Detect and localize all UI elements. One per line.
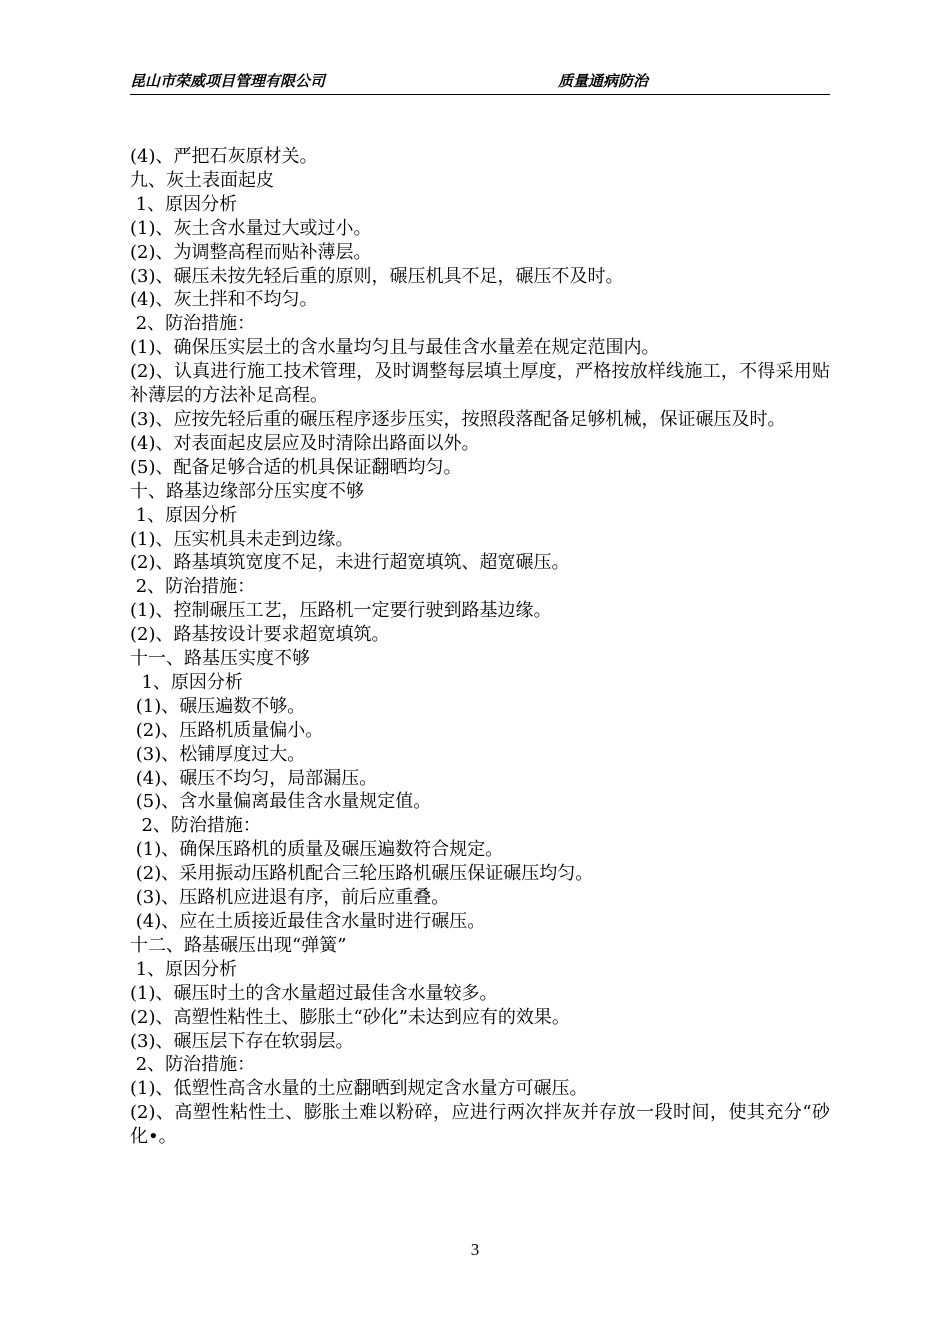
header-title: 质量通病防治: [558, 72, 649, 90]
subsection-heading: 2、防治措施：: [130, 576, 256, 598]
section-heading: 十二、路基碾压出现“弹簧”: [130, 934, 347, 956]
subsection-heading: 1、原因分析: [130, 193, 238, 215]
text-line: (1)、压实机具未走到边缘。: [130, 528, 354, 550]
text-line: (4)、碾压不均匀，局部漏压。: [130, 767, 378, 789]
text-line: (1)、碾压遍数不够。: [130, 695, 306, 717]
document-body: [130, 145, 830, 1149]
text-line: (2)、高塑性粘性土、膨胀土“砂化”未达到应有的效果。: [130, 1006, 570, 1028]
text-line: (3)、松铺厚度过大。: [130, 743, 306, 765]
text-line: (5)、含水量偏离最佳含水量规定值。: [130, 791, 432, 813]
text-line: (3)、碾压层下存在软弱层。: [130, 1030, 354, 1052]
text-line: (2)、为调整高程而贴补薄层。: [130, 241, 372, 263]
text-line: (1)、确保压实层土的含水量均匀且与最佳含水量差在规定范围内。: [130, 337, 660, 359]
text-paragraph: (2)、高塑性粘性土、膨胀土难以粉碎，应进行两次拌灰并存放一段时间，使其充分“砂化•。: [130, 1102, 830, 1148]
text-line: (3)、压路机应进退有序，前后应重叠。: [130, 887, 450, 909]
section-heading: 十、路基边缘部分压实度不够: [130, 480, 364, 502]
text-line: (4)、对表面起皮层应及时清除出路面以外。: [130, 432, 480, 454]
text-line: (1)、碾压时土的含水量超过最佳含水量较多。: [130, 982, 498, 1004]
text-line: (2)、路基填筑宽度不足，未进行超宽填筑、超宽碾压。: [130, 552, 570, 574]
text-line: (1)、灰土含水量过大或过小。: [130, 217, 372, 239]
text-line: (3)、碾压未按先轻后重的原则，碾压机具不足，碾压不及时。: [130, 265, 624, 287]
text-line: (4)、应在土质接近最佳含水量时进行碾压。: [130, 911, 486, 932]
text-line: (1)、控制碾压工艺，压路机一定要行驶到路基边缘。: [130, 600, 552, 622]
section-heading: 九、灰土表面起皮: [130, 169, 274, 191]
text-line: (1)、低塑性高含水量的土应翻晒到规定含水量方可碾压。: [130, 1078, 588, 1100]
subsection-heading: 2、防治措施：: [130, 815, 261, 837]
text-line: (2)、采用振动压路机配合三轮压路机碾压保证碾压均匀。: [130, 863, 594, 885]
header-company: 昆山市荣威项目管理有限公司: [130, 72, 326, 90]
subsection-heading: 2、防治措施：: [130, 1054, 256, 1076]
page-number: 3: [470, 1240, 480, 1259]
text-line: (2)、压路机质量偏小。: [130, 719, 324, 741]
text-paragraph: (2)、认真进行施工技术管理，及时调整每层填土厚度，严格按放样线施工，不得采用贴补薄层的方法补足高程。: [130, 361, 830, 407]
section-heading: 十一、路基压实度不够: [130, 648, 310, 670]
text-line: (4)、严把石灰原材关。: [130, 146, 318, 167]
subsection-heading: 1、原因分析: [130, 958, 238, 980]
text-paragraph: (3)、应按先轻后重的碾压程序逐步压实，按照段落配备足够机械，保证碾压及时。: [130, 408, 786, 430]
page-header: [130, 70, 830, 95]
text-line: (2)、路基按设计要求超宽填筑。: [130, 624, 390, 646]
subsection-heading: 1、原因分析: [130, 671, 243, 693]
subsection-heading: 2、防治措施：: [130, 313, 256, 335]
text-line: (5)、配备足够合适的机具保证翻晒均匀。: [130, 456, 462, 478]
text-line: (1)、确保压路机的质量及碾压遍数符合规定。: [130, 839, 504, 861]
subsection-heading: 1、原因分析: [130, 504, 238, 526]
text-line: (4)、灰土拌和不均匀。: [130, 289, 318, 311]
